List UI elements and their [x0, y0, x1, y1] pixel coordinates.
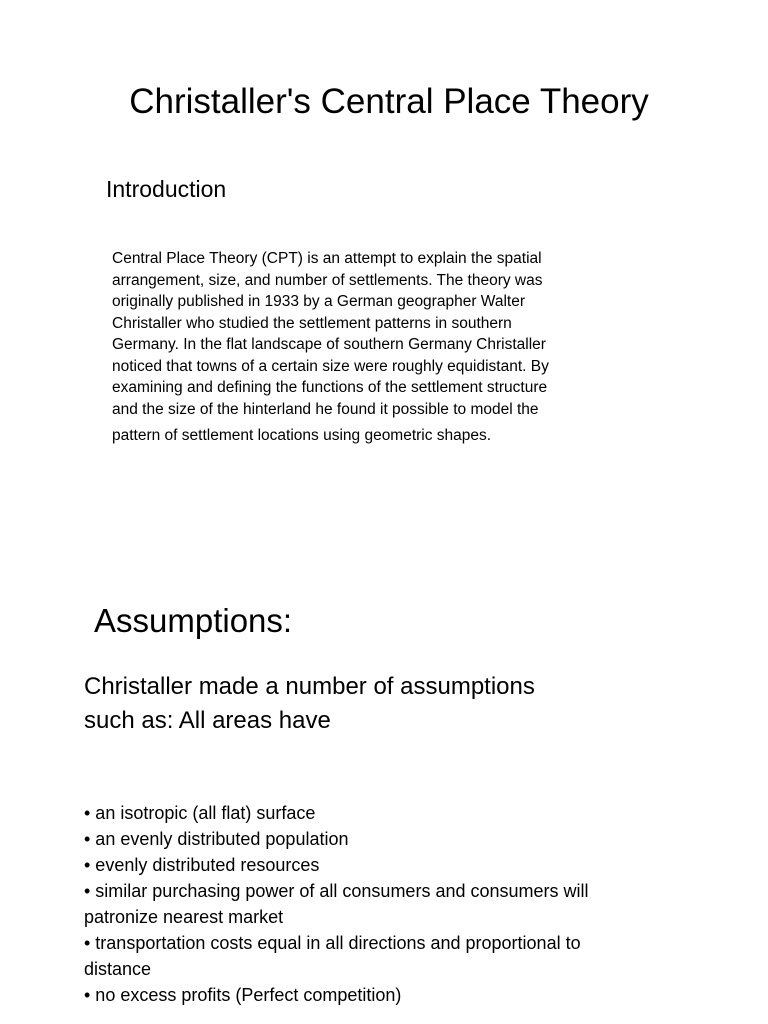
list-item: • transportation costs equal in all directions and proportional to [84, 933, 581, 953]
assumptions-lead [84, 670, 535, 738]
page-title: Christaller's Central Place Theory [129, 82, 649, 121]
list-item: • no excess profits (Perfect competition) [84, 985, 402, 1005]
list-item: • an evenly distributed population [84, 829, 349, 849]
paragraph-line: pattern of settlement locations using geometric shapes. [112, 427, 492, 444]
list-item: • similar purchasing power of all consumers and consumers will [84, 881, 589, 901]
paragraph-line: originally published in 1933 by a German geographer Walter [112, 293, 525, 310]
introduction-heading: Introduction [106, 176, 227, 202]
list-item-continuation: distance [84, 959, 152, 979]
paragraph-line: Central Place Theory (CPT) is an attempt to explain the spatial [112, 250, 542, 267]
paragraph-line: and the size of the hinterland he found it possible to model the [112, 400, 539, 418]
lead-line: Christaller made a number of assumptions [84, 673, 535, 700]
paragraph-line: noticed that towns of a certain size were roughly equidistant. By [112, 357, 549, 375]
paragraph-line: Christaller who studied the settlement patterns in southern [112, 314, 512, 332]
lead-line: such as: All areas have [84, 707, 331, 734]
paragraph-line: arrangement, size, and number of settlements. The theory was [112, 271, 543, 289]
list-item: • an isotropic (all flat) surface [84, 803, 316, 823]
assumptions-heading: Assumptions: [94, 602, 293, 639]
paragraph-line: Germany. In the flat landscape of southern Germany Christaller [112, 336, 546, 353]
paragraph-line: examining and defining the functions of the settlement structure [112, 379, 548, 396]
assumptions-list [84, 800, 734, 1008]
introduction-paragraph [112, 248, 652, 447]
list-item: • evenly distributed resources [84, 855, 320, 875]
list-item-continuation: patronize nearest market [84, 907, 284, 927]
